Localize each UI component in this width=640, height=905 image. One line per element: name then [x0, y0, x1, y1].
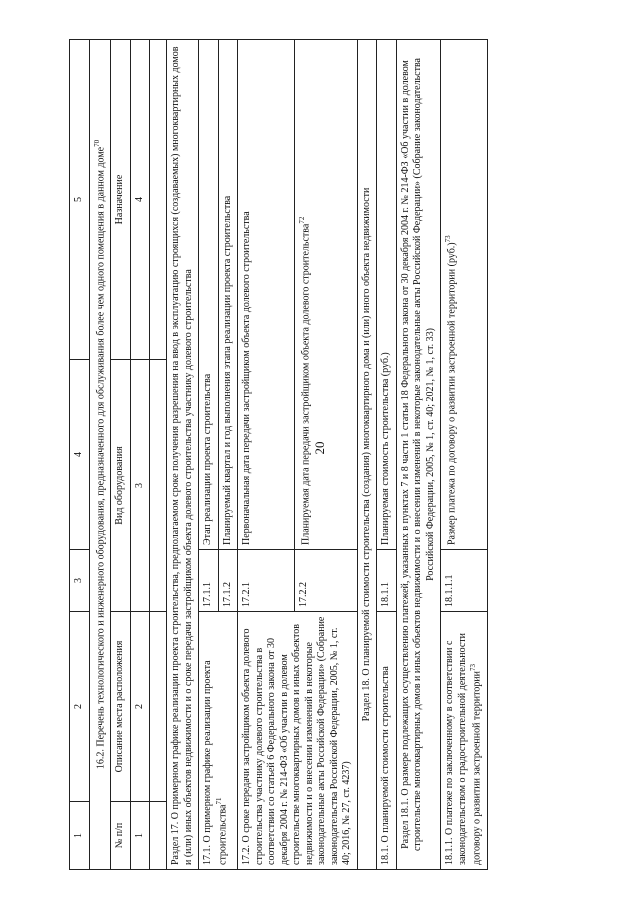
- header-purpose: Назначение: [111, 40, 131, 360]
- section-17-row: [167, 40, 199, 870]
- code-17-2-2: 17.2.2: [294, 550, 357, 612]
- row-17-2-label: 17.2. О сроке передачи застройщиком объекта долевого строительства участнику долевого строительства в соответствии со статьей 6 Федерального закона от 30 декабря 2004 г. № 214-ФЗ «Об участии в долевом строительстве многоквартирных домов и иных объектов недвижимости и о внесении изменений в некоторые законодательные акты Российской Федерации» (Собрание законодательства Российской Федерации, 2005, № 1, ст. 40; 2016, № 27, ст. 4237): [238, 612, 358, 870]
- row-18-1-1-label: 18.1.1. О платеже по заключенному в соответствии с законодательством о градостроительной деятельности договору о развитии застроенной территории$^{73}$: [441, 612, 488, 870]
- footnote-ref: 71: [214, 797, 223, 805]
- col-number-4: 4: [70, 360, 90, 550]
- section-17-title: Раздел 17. О примерном графике реализации проекта строительства, предполагаемом сроке получения разрешения на ввод в эксплуатацию строящихся (создаваемых) многоквартирных домов и (или) иных объектов недвижимости и о сроке передачи застройщиком объекта долевого строительства участнику долевого строительства: [167, 40, 199, 870]
- header-n: № п/п: [111, 802, 131, 870]
- section-18-1-row: [396, 40, 441, 870]
- page-number: 20: [312, 441, 327, 455]
- disclosure-table: [69, 39, 488, 870]
- footnote-ref: 73: [469, 663, 478, 671]
- row-17-1-label: 17.1. О примерном графике реализации проекта строительства$^{71}$: [199, 612, 238, 870]
- text-17-2-2: Планируемая дата передачи застройщиком объекта долевого строительства$^{72}$: [294, 40, 357, 550]
- section-18-1-title: Раздел 18.1. О размере подлежащих осуществлению платежей, указанных в пунктах 7 и 8 части 1 статьи 18 Федерального закона от 30 декабря 2004 г. № 214-ФЗ «Об участии в долевом строительстве многоквартирных домов и иных объектов недвижимости и о внесении изменений в некоторые законодательные акты Российской Федерации» (Собрание законодательства Российской Федерации, 2005, № 1, ст. 40; 2021, № 1, ст. 33): [396, 40, 441, 870]
- code-17-1-1: 17.1.1: [199, 550, 219, 612]
- equipment-number-row: [130, 40, 150, 870]
- text-17-2-1: Первоначальная дата передачи застройщиком объекта долевого строительства: [238, 40, 294, 550]
- text-18-1-1-1: Размер платежа по договору о развитии застроенной территории $(руб.)^{73}$: [441, 40, 488, 550]
- code-17-1-2: 17.1.2: [218, 550, 238, 612]
- row-17-1-1: [199, 40, 219, 870]
- equipment-empty-row: [150, 40, 167, 870]
- row-17-2-1: [238, 40, 294, 870]
- footnote-ref: 73: [444, 235, 453, 243]
- text-17-1-1: Этап реализации проекта строительства: [199, 40, 219, 550]
- col-number-2: 2: [70, 612, 90, 802]
- rotated-table-sheet: [69, 40, 629, 870]
- code-18-1-1: 18.1.1: [377, 550, 397, 612]
- row-18-1-1: [441, 40, 488, 870]
- text-17-1-2: Планируемый квартал и год выполнения этапа реализации проекта строительства: [218, 40, 238, 550]
- row-18-1-label: 18.1. О планируемой стоимости строительства: [377, 612, 397, 870]
- row-16-2: [89, 40, 111, 870]
- row-18-1: [377, 40, 397, 870]
- row-16-2-title: 16.2. Перечень технологического и инженерного оборудования, предназначенного для обслуживания более чем одного помещения в данном доме$^{70}$: [89, 40, 111, 870]
- sub-number-1: 1: [130, 802, 150, 870]
- sub-number-4: 4: [130, 40, 150, 360]
- equipment-header-row: [111, 40, 131, 870]
- header-type: Вид оборудования: [111, 360, 131, 612]
- footnote-ref: 72: [297, 216, 306, 224]
- sub-number-3: 3: [130, 360, 150, 612]
- section-18-row: [357, 40, 377, 870]
- col-number-3: 3: [70, 550, 90, 612]
- header-location: Описание места расположения: [111, 612, 131, 802]
- text-18-1-1: Планируемая стоимость строительства (руб.): [377, 40, 397, 550]
- col-number-5: 5: [70, 40, 90, 360]
- column-number-row: [70, 40, 90, 870]
- footnote-ref: 70: [92, 139, 101, 147]
- code-17-2-1: 17.2.1: [238, 550, 294, 612]
- col-number-1: 1: [70, 802, 90, 870]
- section-18-title: Раздел 18. О планируемой стоимости строительства (создания) многоквартирного дома и (или) иного объекта недвижимости: [357, 40, 377, 870]
- code-18-1-1-1: 18.1.1.1: [441, 550, 488, 612]
- sub-number-2: 2: [130, 612, 150, 802]
